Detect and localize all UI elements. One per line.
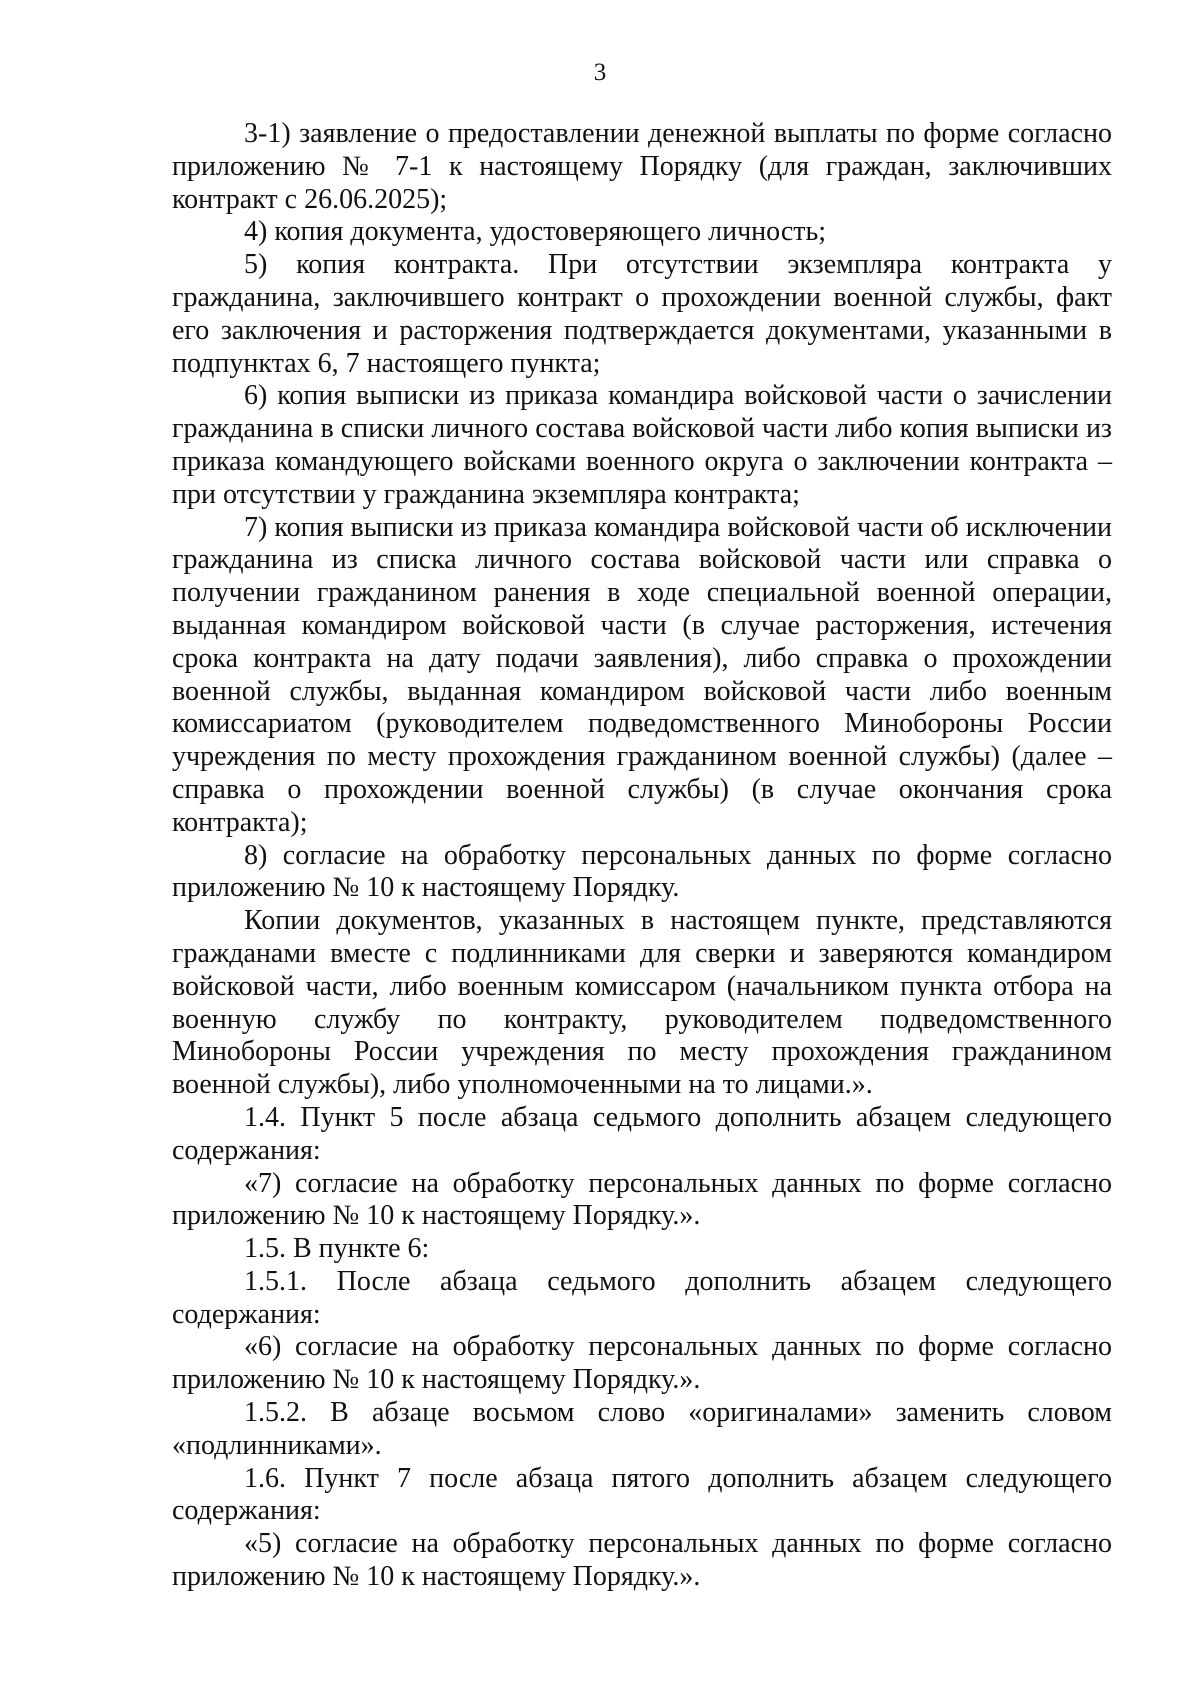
page-number: 3: [593, 59, 607, 86]
paragraph-item-7: 7) копия выписки из приказа командира войсковой части об исключении гражданина из списка личного состава войсковой части или справка о получении гражданином ранения в ходе специальной военной операции, выданная командиром войсковой части (в случае расторжения, истечения срока контракта на дату подачи заявления), либо справка о прохождении военной службы, выданная командиром войсковой части либо военным комиссариатом (руководителем подведомственного Минобороны России учреждения по месту прохождения гражданином военной службы) (далее – справка о прохождении военной службы) (в случае окончания срока контракта);: [172, 511, 1112, 838]
paragraph-copies-note: Копии документов, указанных в настоящем пункте, представляются гражданами вместе с подлинниками для сверки и заверяются командиром войсковой части, либо военным комиссаром (начальником пункта отбора на военную службу по контракту, руководителем подведомственного Минобороны России учреждения по месту прохождения гражданином военной службы), либо уполномоченными на то лицами.».: [172, 905, 1112, 1101]
paragraph-item-5: 5) копия контракта. При отсутствии экземпляра контракта у гражданина, заключившего контракт о прохождении военной службы, факт его заключения и расторжения подтверждается документами, указанными в подпунктах 6, 7 настоящего пункта;: [172, 249, 1112, 379]
paragraph-item-6: 6) копия выписки из приказа командира войсковой части о зачислении гражданина в списки личного состава войсковой части либо копия выписки из приказа командующего войсками военного округа о заключении контракта – при отсутствии у гражданина экземпляра контракта;: [172, 380, 1112, 510]
paragraph-item-4: 4) копия документа, удостоверяющего личность;: [244, 216, 827, 248]
paragraph-1-5-1: 1.5.1. После абзаца седьмого дополнить абзацем следующего содержания:: [172, 1265, 1112, 1330]
paragraph-item-8: 8) согласие на обработку персональных данных по форме согласно приложению № 10 к настоящему Порядку.: [172, 839, 1112, 904]
paragraph-quote-7: «7) согласие на обработку персональных данных по форме согласно приложению № 10 к настоящему Порядку.».: [172, 1167, 1112, 1232]
paragraph-quote-6: «6) согласие на обработку персональных данных по форме согласно приложению № 10 к настоящему Порядку.».: [172, 1331, 1112, 1396]
paragraph-1-6: 1.6. Пункт 7 после абзаца пятого дополнить абзацем следующего содержания:: [172, 1462, 1112, 1527]
paragraph-1-5: 1.5. В пункте 6:: [244, 1233, 430, 1265]
paragraph-1-4: 1.4. Пункт 5 после абзаца седьмого дополнить абзацем следующего содержания:: [172, 1101, 1112, 1166]
paragraph-quote-5: «5) согласие на обработку персональных данных по форме согласно приложению № 10 к настоящему Порядку.».: [172, 1528, 1112, 1593]
document-body: [172, 118, 1112, 1594]
paragraph-item-3-1: 3-1) заявление о предоставлении денежной выплаты по форме согласно приложению № 7-1 к настоящему Порядку (для граждан, заключивших контракт с 26.06.2025);: [172, 118, 1112, 215]
paragraph-1-5-2: 1.5.2. В абзаце восьмом слово «оригиналами» заменить словом «подлинниками».: [172, 1397, 1112, 1461]
